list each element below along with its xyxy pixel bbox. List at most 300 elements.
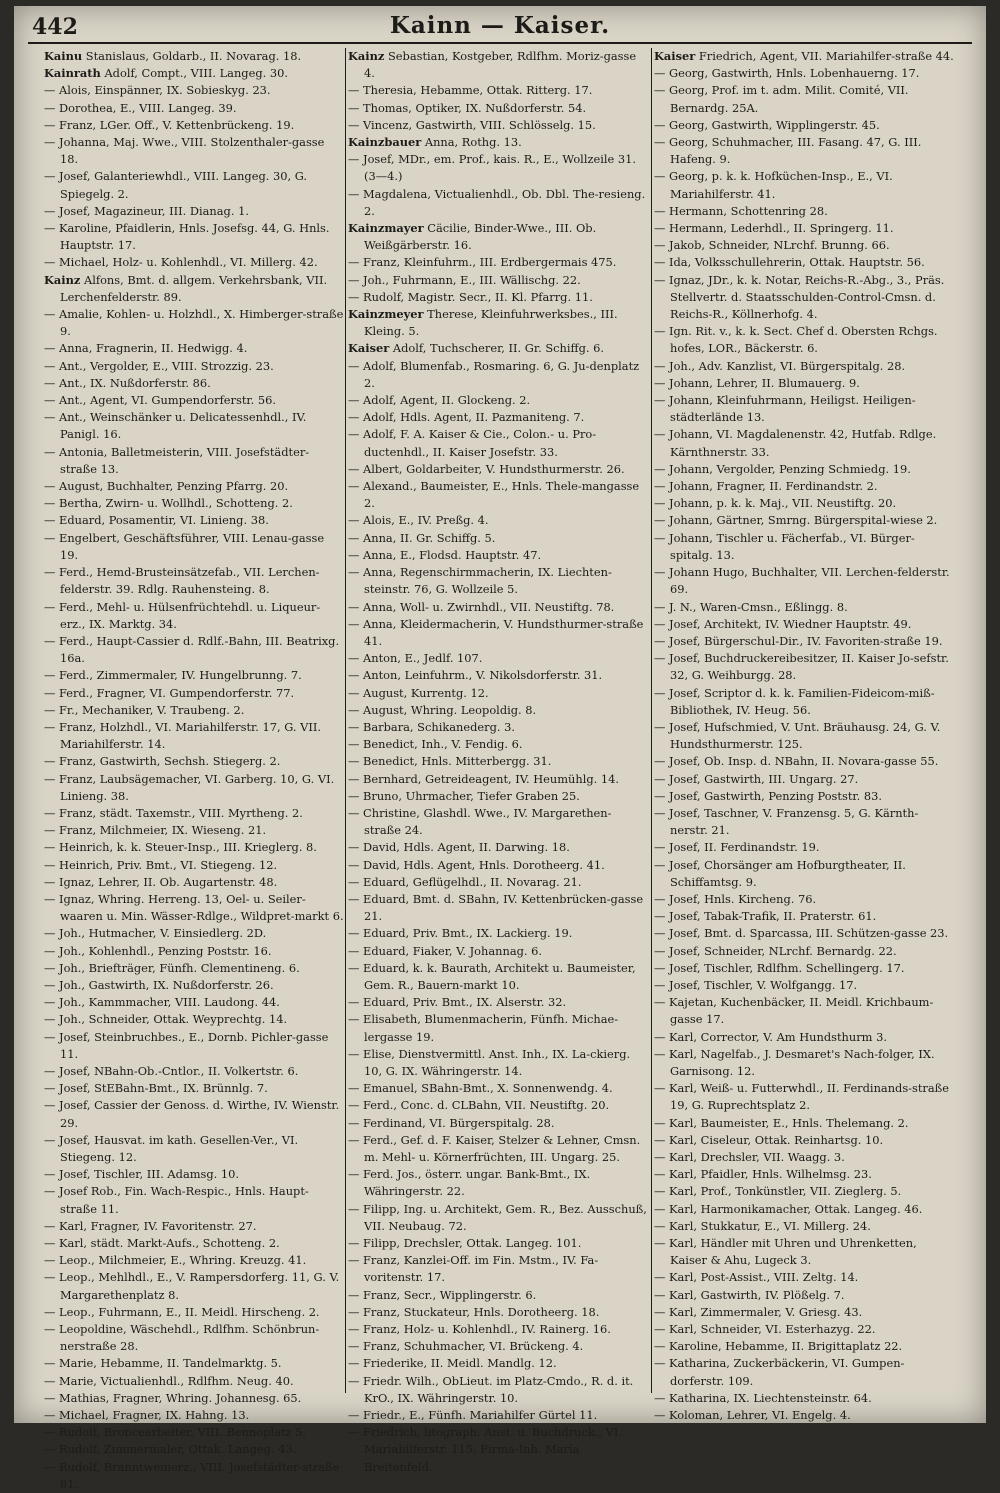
entry-text: — David, Hdls. Agent, Hnls. Dorotheerg. 41. bbox=[348, 857, 605, 872]
directory-entry bbox=[348, 943, 648, 960]
directory-entry bbox=[654, 1149, 954, 1166]
directory-entry bbox=[654, 1407, 954, 1424]
directory-entry bbox=[654, 960, 954, 977]
entry-text: — Josef, Bürgerschul-Dir., IV. Favoriten-straße 19. bbox=[654, 633, 943, 648]
directory-entry bbox=[654, 495, 954, 512]
entry-text: — Ferdinand, VI. Bürgerspitalg. 28. bbox=[348, 1115, 555, 1130]
entry-text: — Franz, Schuhmacher, VI. Brückeng. 4. bbox=[348, 1339, 584, 1354]
entry-text: — Karoline, Hebamme, II. Brigittaplatz 22. bbox=[654, 1339, 903, 1354]
column-divider bbox=[651, 48, 652, 1393]
directory-entry bbox=[44, 925, 344, 942]
entry-text: Adolf, Tuchscherer, II. Gr. Schiffg. 6. bbox=[389, 341, 604, 356]
directory-entry bbox=[44, 960, 344, 977]
directory-entry bbox=[654, 943, 954, 960]
entry-text: — Adolf, Hdls. Agent, II. Pazmaniteng. 7. bbox=[348, 410, 585, 425]
entry-text: — Georg, Schuhmacher, III. Fasang. 47, G. III. Hafeng. 9. bbox=[654, 135, 922, 167]
directory-entry bbox=[44, 667, 344, 684]
directory-entry bbox=[44, 822, 344, 839]
directory-entry bbox=[348, 1407, 648, 1424]
directory-entry bbox=[348, 134, 648, 151]
entry-text: — Karl, Harmonikamacher, Ottak. Langeg. 46. bbox=[654, 1201, 923, 1216]
directory-entry bbox=[348, 805, 648, 839]
entry-text: — Karl, Schneider, VI. Esterhazyg. 22. bbox=[654, 1322, 876, 1337]
directory-entry bbox=[348, 409, 648, 426]
entry-text: — Karl, Händler mit Uhren und Uhrenketten, Kaiser & Ahu, Lugeck 3. bbox=[654, 1236, 917, 1268]
directory-entry bbox=[44, 839, 344, 856]
directory-entry bbox=[654, 1235, 954, 1269]
directory-entry bbox=[348, 530, 648, 547]
directory-entry bbox=[654, 426, 954, 460]
column-2 bbox=[348, 48, 648, 1474]
entry-text: — Hermann, Lederhdl., II. Springerg. 11. bbox=[654, 221, 894, 236]
directory-entry bbox=[348, 1287, 648, 1304]
entry-text: — Karl, Prof., Tonkünstler, VII. Zieglerg. 5. bbox=[654, 1184, 902, 1199]
page-number: 442 bbox=[32, 14, 78, 40]
entry-text: — Franz, Milchmeier, IX. Wieseng. 21. bbox=[44, 823, 267, 838]
entry-text: — Josef, Buchdruckereibesitzer, II. Kaiser Jo-sefstr. 32, G. Weihburgg. 28. bbox=[654, 651, 949, 683]
directory-entry bbox=[348, 117, 648, 134]
entry-text: — Ant., Weinschänker u. Delicatessenhdl., IV. Panigl. 16. bbox=[44, 410, 307, 442]
directory-entry bbox=[348, 1201, 648, 1235]
entry-text: — Franz, Laubsägemacher, VI. Garberg. 10, G. VI. Linieng. 38. bbox=[44, 771, 335, 803]
directory-entry bbox=[44, 340, 344, 357]
directory-entry bbox=[348, 874, 648, 891]
directory-entry bbox=[348, 272, 648, 289]
directory-entry bbox=[348, 616, 648, 650]
directory-entry bbox=[654, 1080, 954, 1114]
directory-entry bbox=[654, 633, 954, 650]
entry-text: — Georg, Prof. im t. adm. Milit. Comité, VII. Bernardg. 25A. bbox=[654, 83, 909, 115]
directory-entry bbox=[654, 323, 954, 357]
entry-text: — Josef, Chorsänger am Hofburgtheater, II. Schiffamtsg. 9. bbox=[654, 857, 906, 889]
directory-entry bbox=[654, 1321, 954, 1338]
entry-surname: Kainzmeyer bbox=[348, 307, 424, 322]
entry-text: — Franz, Holz- u. Kohlenhdl., IV. Rainerg. 16. bbox=[348, 1322, 611, 1337]
entry-text: — Josef, Architekt, IV. Wiedner Hauptstr. 49. bbox=[654, 616, 912, 631]
directory-entry bbox=[654, 1390, 954, 1407]
entry-text: — Heinrich, k. k. Steuer-Insp., III. Krieglerg. 8. bbox=[44, 840, 317, 855]
entry-text: — Josef, Steinbruchbes., E., Dornb. Pichler-gasse 11. bbox=[44, 1029, 329, 1061]
entry-text: — Ignaz, Lehrer, II. Ob. Augartenstr. 48. bbox=[44, 874, 278, 889]
entry-text: — Josef, Galanteriewhdl., VIII. Langeg. 30, G. Spiegelg. 2. bbox=[44, 169, 308, 201]
directory-entry bbox=[348, 254, 648, 271]
entry-text: — Rudolf, Magistr. Secr., II. Kl. Pfarrg. 11. bbox=[348, 289, 593, 304]
directory-entry bbox=[348, 719, 648, 736]
entry-text: — Joh., Kohlenhdl., Penzing Poststr. 16. bbox=[44, 943, 272, 958]
directory-entry bbox=[654, 48, 954, 65]
entry-text: — Eduard, Priv. Bmt., IX. Lackierg. 19. bbox=[348, 926, 573, 941]
directory-entry bbox=[348, 426, 648, 460]
directory-entry bbox=[654, 908, 954, 925]
entry-text: — Karl, Weiß- u. Futterwhdl., II. Ferdinands-straße 19, G. Ruprechtsplatz 2. bbox=[654, 1081, 950, 1113]
entry-text: — Josef, Tischler, III. Adamsg. 10. bbox=[44, 1167, 240, 1182]
directory-entry bbox=[44, 1441, 344, 1458]
directory-entry bbox=[44, 1011, 344, 1028]
directory-entry bbox=[44, 1355, 344, 1372]
entry-text: — Josef, Tabak-Trafik, II. Praterstr. 61. bbox=[654, 909, 877, 924]
column-divider bbox=[345, 48, 346, 1393]
directory-entry bbox=[44, 1097, 344, 1131]
entry-text: — Johann, VI. Magdalenenstr. 42, Hutfab. Rdlge. Kärnthnerstr. 33. bbox=[654, 427, 937, 459]
entry-text: — Karl, Post-Assist., VIII. Zeltg. 14. bbox=[654, 1270, 859, 1285]
directory-entry bbox=[348, 1355, 648, 1372]
entry-text: — Bertha, Zwirn- u. Wollhdl., Schotteng. 2. bbox=[44, 496, 293, 511]
directory-entry bbox=[44, 100, 344, 117]
entry-text: — Friedrich, litograph. Anst. u. Buchdruck., VI. Mariahilferstr. 115, Firma-Inh. Maria Breitenfeld. bbox=[348, 1425, 622, 1474]
entry-text: — Theresia, Hebamme, Ottak. Ritterg. 17. bbox=[348, 83, 593, 98]
entry-text: — Franz, Holzhdl., VI. Mariahilferstr. 17, G. VII. Mariahilferstr. 14. bbox=[44, 719, 321, 752]
entry-surname: Kainzmayer bbox=[348, 221, 424, 236]
directory-entry bbox=[348, 857, 648, 874]
directory-entry bbox=[348, 1424, 648, 1476]
entry-surname: Kainu bbox=[44, 49, 83, 63]
entry-text: — Karl, Pfaidler, Hnls. Wilhelmsg. 23. bbox=[654, 1167, 872, 1182]
directory-entry bbox=[44, 702, 344, 719]
entry-text: — Joh., Schneider, Ottak. Weyprechtg. 14. bbox=[44, 1012, 288, 1027]
entry-text: — Anna, Kleidermacherin, V. Hundsthurmer-straße 41. bbox=[348, 616, 644, 648]
entry-text: — Ign. Rit. v., k. k. Sect. Chef d. Obersten Rchgs. hofes, LOR., Bäckerstr. 6. bbox=[654, 324, 938, 356]
entry-surname: Kaiser bbox=[348, 341, 390, 356]
entry-surname: Kaiser bbox=[654, 49, 696, 63]
entry-text: — Franz, Kleinfuhrm., III. Erdbergermais 475. bbox=[348, 255, 617, 270]
entry-surname: Kainz bbox=[348, 49, 385, 63]
entry-text: Alfons, Bmt. d. allgem. Verkehrsbank, VII. Lerchenfelderstr. 89. bbox=[60, 272, 328, 304]
entry-text: — Ferd., Conc. d. CLBahn, VII. Neustiftg. 20. bbox=[348, 1098, 610, 1113]
entry-text: — Ferd. Jos., österr. ungar. Bank-Bmt., IX. Währingerstr. 22. bbox=[348, 1167, 591, 1199]
entry-text: — Elise, Dienstvermittl. Anst. Inh., IX. La-ckierg. 10, G. IX. Währingerstr. 14. bbox=[348, 1046, 631, 1078]
directory-entry bbox=[654, 168, 954, 202]
entry-text: — Katharina, IX. Liechtensteinstr. 64. bbox=[654, 1390, 872, 1405]
directory-entry bbox=[44, 599, 344, 633]
entry-text: — Karoline, Pfaidlerin, Hnls. Josefsg. 44, G. Hnls. Hauptstr. 17. bbox=[44, 221, 330, 253]
directory-entry bbox=[654, 117, 954, 134]
directory-entry bbox=[44, 392, 344, 409]
directory-entry bbox=[654, 1166, 954, 1183]
entry-text: — Ant., IX. Nußdorferstr. 86. bbox=[44, 375, 211, 390]
entry-text: — Marie, Victualienhdl., Rdlfhm. Neug. 40. bbox=[44, 1373, 294, 1388]
entry-text: — Rudolf, Branntweinerz., VIII. Josefstädter-straße 81. bbox=[44, 1459, 340, 1491]
entry-text: — Johann, Gärtner, Smrng. Bürgerspital-wiese 2. bbox=[654, 513, 938, 528]
directory-entry bbox=[348, 1132, 648, 1166]
directory-entry bbox=[44, 409, 344, 443]
directory-entry bbox=[44, 891, 344, 925]
entry-text: Adolf, Compt., VIII. Langeg. 30. bbox=[100, 66, 288, 81]
entry-text: — Mathias, Fragner, Whring. Johannesg. 65. bbox=[44, 1390, 302, 1405]
directory-entry bbox=[654, 891, 954, 908]
entry-text: — Karl, Fragner, IV. Favoritenstr. 27. bbox=[44, 1218, 257, 1233]
directory-entry bbox=[44, 874, 344, 891]
entry-text: — Josef, Magazineur, III. Dianag. 1. bbox=[44, 203, 249, 218]
entry-text: — Ida, Volksschullehrerin, Ottak. Hauptstr. 56. bbox=[654, 255, 925, 270]
directory-entry bbox=[348, 925, 648, 942]
directory-entry bbox=[348, 1235, 648, 1252]
directory-entry bbox=[654, 237, 954, 254]
entry-text: — Josef, II. Ferdinandstr. 19. bbox=[654, 840, 820, 855]
entry-text: — Josef, Gastwirth, III. Ungarg. 27. bbox=[654, 771, 859, 786]
entry-text: — Leopoldine, Wäschehdl., Rdlfhm. Schönbrun-nerstraße 28. bbox=[44, 1322, 320, 1354]
directory-entry bbox=[348, 82, 648, 99]
entry-text: — Franz, Stuckateur, Hnls. Dorotheerg. 18. bbox=[348, 1304, 600, 1319]
directory-entry bbox=[348, 839, 648, 856]
entry-text: — Emanuel, SBahn-Bmt., X. Sonnenwendg. 4. bbox=[348, 1081, 613, 1096]
directory-entry bbox=[348, 1011, 648, 1045]
entry-text: — Leop., Mehlhdl., E., V. Rampersdorferg. 11, G. V. Margarethenplatz 8. bbox=[44, 1270, 340, 1302]
directory-entry bbox=[654, 925, 954, 942]
directory-entry bbox=[348, 685, 648, 702]
directory-entry bbox=[654, 1269, 954, 1286]
entry-text: — Engelbert, Geschäftsführer, VIII. Lenau-gasse 19. bbox=[44, 530, 325, 562]
directory-entry bbox=[654, 272, 954, 324]
entry-text: — Eduard, Fiaker, V. Johannag. 6. bbox=[348, 943, 543, 958]
directory-entry bbox=[654, 358, 954, 375]
directory-entry bbox=[44, 753, 344, 770]
entry-text: — Josef, Tischler, V. Wolfgangg. 17. bbox=[654, 977, 858, 992]
directory-entry bbox=[44, 530, 344, 564]
directory-entry bbox=[44, 358, 344, 375]
entry-text: — Josef, Tischler, Rdlfhm. Schellingerg. 17. bbox=[654, 960, 905, 975]
directory-entry bbox=[44, 1459, 344, 1493]
entry-text: — Benedict, Hnls. Mitterbergg. 31. bbox=[348, 754, 552, 769]
entry-text: — Anna, II. Gr. Schiffg. 5. bbox=[348, 530, 496, 545]
entry-text: — Alois, E., IV. Preßg. 4. bbox=[348, 513, 489, 528]
directory-entry bbox=[44, 375, 344, 392]
entry-text: — Friedr. Wilh., ObLieut. im Platz-Cmdo., R. d. it. KrO., IX. Währingerstr. 10. bbox=[348, 1373, 634, 1405]
directory-entry bbox=[44, 512, 344, 529]
directory-entry bbox=[654, 599, 954, 616]
directory-entry bbox=[654, 1287, 954, 1304]
entry-text: — Johann, Kleinfuhrmann, Heiligst. Heiligen-städterlände 13. bbox=[654, 393, 916, 425]
entry-text: — Ferd., Hemd-Brusteinsätzefab., VII. Lerchen-felderstr. 39. Rdlg. Rauhensteing. 8. bbox=[44, 565, 320, 597]
entry-surname: Kainzbauer bbox=[348, 135, 422, 150]
entry-text: — Karl, Drechsler, VII. Waagg. 3. bbox=[654, 1150, 845, 1164]
directory-entry bbox=[348, 392, 648, 409]
directory-entry bbox=[654, 719, 954, 753]
directory-entry bbox=[348, 994, 648, 1011]
directory-entry bbox=[654, 685, 954, 719]
entry-text: — Bruno, Uhrmacher, Tiefer Graben 25. bbox=[348, 788, 580, 803]
entry-text: — Ignaz, Whring. Herreng. 13, Oel- u. Seiler-waaren u. Min. Wässer-Rdlge., Wildpret-markt 6. bbox=[44, 891, 344, 924]
directory-entry bbox=[44, 633, 344, 667]
directory-entry bbox=[348, 771, 648, 788]
header-rule bbox=[28, 42, 972, 44]
entry-text: — Anna, E., Flodsd. Hauptstr. 47. bbox=[348, 547, 542, 562]
directory-entry bbox=[44, 1166, 344, 1183]
entry-text: — Joh., Kammmacher, VIII. Laudong. 44. bbox=[44, 995, 280, 1010]
directory-entry bbox=[44, 1269, 344, 1303]
directory-entry bbox=[44, 478, 344, 495]
entry-text: — Josef, NBahn-Ob.-Cntlor., II. Volkertstr. 6. bbox=[44, 1063, 299, 1078]
entry-text: — Johanna, Maj. Wwe., VIII. Stolzenthaler-gasse 18. bbox=[44, 135, 325, 167]
entry-text: — Joh., Hutmacher, V. Einsiedlerg. 2D. bbox=[44, 926, 267, 941]
entry-text: — Barbara, Schikanederg. 3. bbox=[348, 719, 515, 734]
directory-entry bbox=[44, 272, 344, 306]
entry-text: Cäcilie, Binder-Wwe., III. Ob. Weißgärberstr. 16. bbox=[364, 221, 597, 253]
directory-entry bbox=[348, 1321, 648, 1338]
directory-entry bbox=[44, 994, 344, 1011]
directory-entry bbox=[654, 1338, 954, 1355]
entry-text: — Rudolf, Broncearbeiter, VIII. Bennoplatz 5. bbox=[44, 1425, 306, 1440]
directory-entry bbox=[44, 1235, 344, 1252]
entry-text: — Thomas, Optiker, IX. Nußdorferstr. 54. bbox=[348, 100, 587, 115]
directory-entry bbox=[348, 220, 648, 254]
entry-text: — Eduard, Geflügelhdl., II. Novarag. 21. bbox=[348, 874, 582, 889]
entry-text: — Josef, Hufschmied, V. Unt. Bräuhausg. 24, G. V. Hundsthurmerstr. 125. bbox=[654, 719, 941, 752]
directory-entry bbox=[348, 289, 648, 306]
directory-entry bbox=[44, 857, 344, 874]
directory-entry bbox=[654, 375, 954, 392]
directory-entry bbox=[654, 753, 954, 770]
entry-text: — Joh., Adv. Kanzlist, VI. Bürgerspitalg. 28. bbox=[654, 358, 906, 373]
entry-text: — J. N., Waren-Cmsn., Eßlingg. 8. bbox=[654, 599, 848, 614]
entry-text: — Leop., Milchmeier, E., Whring. Kreuzg. 41. bbox=[44, 1253, 307, 1268]
entry-text: — Anna, Woll- u. Zwirnhdl., VII. Neustiftg. 78. bbox=[348, 599, 615, 614]
entry-text: — Josef, Taschner, V. Franzensg. 5, G. Kärnth-nerstr. 21. bbox=[654, 805, 919, 838]
entry-text: — Johann, Fragner, II. Ferdinandstr. 2. bbox=[654, 479, 878, 494]
entry-text: — Joh., Fuhrmann, E., III. Wällischg. 22. bbox=[348, 272, 581, 287]
entry-text: — Josef, Hnls. Kircheng. 76. bbox=[654, 891, 817, 906]
directory-entry bbox=[44, 719, 344, 753]
entry-text: — Amalie, Kohlen- u. Holzhdl., X. Himberger-straße 9. bbox=[44, 307, 344, 339]
entry-text: — Karl, Nagelfab., J. Desmaret's Nach-folger, IX. Garnisong. 12. bbox=[654, 1046, 935, 1078]
entry-text: — Anton, Leinfuhrm., V. Nikolsdorferstr. 31. bbox=[348, 668, 603, 683]
directory-entry bbox=[348, 736, 648, 753]
directory-entry bbox=[44, 1218, 344, 1235]
entry-text: — Adolf, Agent, II. Glockeng. 2. bbox=[348, 393, 531, 408]
entry-text: — Ant., Vergolder, E., VIII. Strozzig. 23. bbox=[44, 358, 274, 373]
directory-entry bbox=[348, 1046, 648, 1080]
directory-entry bbox=[654, 650, 954, 684]
directory-entry bbox=[44, 1080, 344, 1097]
directory-entry bbox=[348, 564, 648, 598]
entry-text: — Georg, Gastwirth, Wipplingerstr. 45. bbox=[654, 117, 880, 132]
directory-entry bbox=[348, 48, 648, 82]
directory-entry bbox=[44, 82, 344, 99]
directory-entry bbox=[44, 444, 344, 478]
directory-entry bbox=[654, 1132, 954, 1149]
directory-entry bbox=[44, 65, 344, 82]
entry-text: — Anna, Regenschirmmacherin, IX. Liechten-steinstr. 76, G. Wollzeile 5. bbox=[348, 565, 612, 597]
entry-text: — Eduard, k. k. Baurath, Architekt u. Baumeister, Gem. R., Bauern-markt 10. bbox=[348, 960, 636, 992]
entry-text: — Ferd., Mehl- u. Hülsenfrüchtehdl. u. Liqueur-erz., IX. Marktg. 34. bbox=[44, 599, 321, 631]
entry-text: — August, Kurrentg. 12. bbox=[348, 685, 489, 700]
directory-entry bbox=[44, 495, 344, 512]
entry-text: — Josef, Hausvat. im kath. Gesellen-Ver., VI. Stiegeng. 12. bbox=[44, 1132, 299, 1164]
directory-entry bbox=[654, 977, 954, 994]
entry-text: — Joh., Briefträger, Fünfh. Clementineng. 6. bbox=[44, 960, 300, 975]
directory-entry bbox=[44, 977, 344, 994]
directory-entry bbox=[348, 599, 648, 616]
entry-text: — Johann, Vergolder, Penzing Schmiedg. 19. bbox=[654, 461, 911, 476]
entry-text: — Karl, Ciseleur, Ottak. Reinhartsg. 10. bbox=[654, 1132, 884, 1147]
entry-text: — Ferd., Fragner, VI. Gumpendorferstr. 77. bbox=[44, 685, 295, 700]
directory-entry bbox=[654, 461, 954, 478]
directory-entry bbox=[44, 1252, 344, 1269]
directory-entry bbox=[44, 943, 344, 960]
entry-text: — Eduard, Priv. Bmt., IX. Alserstr. 32. bbox=[348, 995, 567, 1010]
directory-entry bbox=[348, 1080, 648, 1097]
directory-entry bbox=[44, 1132, 344, 1166]
directory-entry bbox=[654, 82, 954, 116]
entry-text: — Hermann, Schottenring 28. bbox=[654, 203, 828, 218]
directory-entry bbox=[654, 65, 954, 82]
entry-text: — Ant., Agent, VI. Gumpendorferstr. 56. bbox=[44, 393, 276, 408]
entry-text: Therese, Kleinfuhrwerksbes., III. Kleing. 5. bbox=[364, 307, 618, 339]
directory-entry bbox=[654, 857, 954, 891]
entry-text: — Josef, StEBahn-Bmt., IX. Brünnlg. 7. bbox=[44, 1081, 268, 1096]
directory-entry bbox=[348, 960, 648, 994]
directory-entry bbox=[348, 1252, 648, 1286]
entry-text: — Joh., Gastwirth, IX. Nußdorferstr. 26. bbox=[44, 977, 274, 992]
directory-entry bbox=[348, 1115, 648, 1132]
entry-text: — Magdalena, Victualienhdl., Ob. Dbl. The-resieng. 2. bbox=[348, 186, 646, 218]
directory-entry bbox=[44, 134, 344, 168]
directory-entry bbox=[348, 753, 648, 770]
directory-entry bbox=[348, 1338, 648, 1355]
entry-text: — Johann Hugo, Buchhalter, VII. Lerchen-felderstr. 69. bbox=[654, 565, 950, 597]
directory-entry bbox=[654, 530, 954, 564]
directory-entry bbox=[654, 392, 954, 426]
directory-entry bbox=[654, 771, 954, 788]
directory-entry bbox=[348, 547, 648, 564]
directory-entry bbox=[44, 805, 344, 822]
directory-entry bbox=[654, 1201, 954, 1218]
entry-text: — Leop., Fuhrmann, E., II. Meidl. Hirscheng. 2. bbox=[44, 1304, 320, 1319]
entry-text: — Friedr., E., Fünfh. Mariahilfer Gürtel 11. bbox=[348, 1408, 598, 1423]
directory-entry bbox=[348, 306, 648, 340]
directory-entry bbox=[44, 306, 344, 340]
directory-entry bbox=[654, 512, 954, 529]
directory-entry bbox=[654, 254, 954, 271]
entry-text: — Franz, Gastwirth, Sechsh. Stiegerg. 2. bbox=[44, 754, 281, 769]
entry-text: — Eduard, Bmt. d. SBahn, IV. Kettenbrücken-gasse 21. bbox=[348, 891, 644, 924]
directory-entry bbox=[654, 203, 954, 220]
directory-entry bbox=[348, 650, 648, 667]
directory-entry bbox=[654, 1183, 954, 1200]
entry-text: — Filipp, Ing. u. Architekt, Gem. R., Bez. Ausschuß, VII. Neubaug. 72. bbox=[348, 1201, 647, 1233]
directory-entry bbox=[348, 1097, 648, 1114]
entry-text: — Vincenz, Gastwirth, VIII. Schlösselg. 15. bbox=[348, 117, 596, 132]
directory-entry bbox=[44, 1390, 344, 1407]
entry-text: — Karl, städt. Markt-Aufs., Schotteng. 2. bbox=[44, 1236, 280, 1251]
directory-entry bbox=[348, 1373, 648, 1407]
directory-entry bbox=[44, 48, 344, 65]
entry-text: — Elisabeth, Blumenmacherin, Fünfh. Michae-lergasse 19. bbox=[348, 1012, 619, 1044]
directory-entry bbox=[348, 788, 648, 805]
directory-entry bbox=[348, 1304, 648, 1321]
directory-page bbox=[14, 6, 986, 1491]
page-title: Kainn — Kaiser. bbox=[389, 12, 611, 39]
entry-text: — Anna, Fragnerin, II. Hedwigg. 4. bbox=[44, 341, 248, 356]
entry-text: — Michael, Fragner, IX. Hahng. 13. bbox=[44, 1408, 250, 1423]
entry-text: — Johann, Lehrer, II. Blumauerg. 9. bbox=[654, 375, 860, 390]
entry-text: — Ignaz, JDr., k. k. Notar, Reichs-R.-Abg., 3., Präs. Stellvertr. d. Staatsschulden-Control-Cmsn. d. Reichs-R., Köllnerhofg. 4. bbox=[654, 272, 945, 322]
directory-entry bbox=[44, 203, 344, 220]
entry-text: — Fr., Mechaniker, V. Traubeng. 2. bbox=[44, 702, 245, 717]
directory-entry bbox=[348, 1166, 648, 1200]
entry-text: — Georg, Gastwirth, Hnls. Lobenhauerng. 17. bbox=[654, 66, 920, 81]
entry-text: — Georg, p. k. k. Hofküchen-Insp., E., VI. Mariahilferstr. 41. bbox=[654, 169, 893, 201]
entry-text: — Josef Rob., Fin. Wach-Respic., Hnls. Haupt-straße 11. bbox=[44, 1184, 309, 1216]
entry-text: — Ferd., Haupt-Cassier d. Rdlf.-Bahn, III. Beatrixg. 16a. bbox=[44, 633, 340, 666]
entry-text: — Josef, Gastwirth, Penzing Poststr. 83. bbox=[654, 788, 882, 803]
entry-text: — Christine, Glashdl. Wwe., IV. Margarethen-straße 24. bbox=[348, 805, 612, 838]
entry-text: — Alois, Einspänner, IX. Sobieskyg. 23. bbox=[44, 83, 271, 98]
entry-text: — Adolf, Blumenfab., Rosmaring. 6, G. Ju-denplatz 2. bbox=[348, 358, 640, 390]
directory-entry bbox=[654, 1355, 954, 1389]
directory-entry bbox=[44, 564, 344, 598]
entry-text: Stanislaus, Goldarb., II. Novarag. 18. bbox=[82, 49, 302, 63]
directory-entry bbox=[348, 512, 648, 529]
